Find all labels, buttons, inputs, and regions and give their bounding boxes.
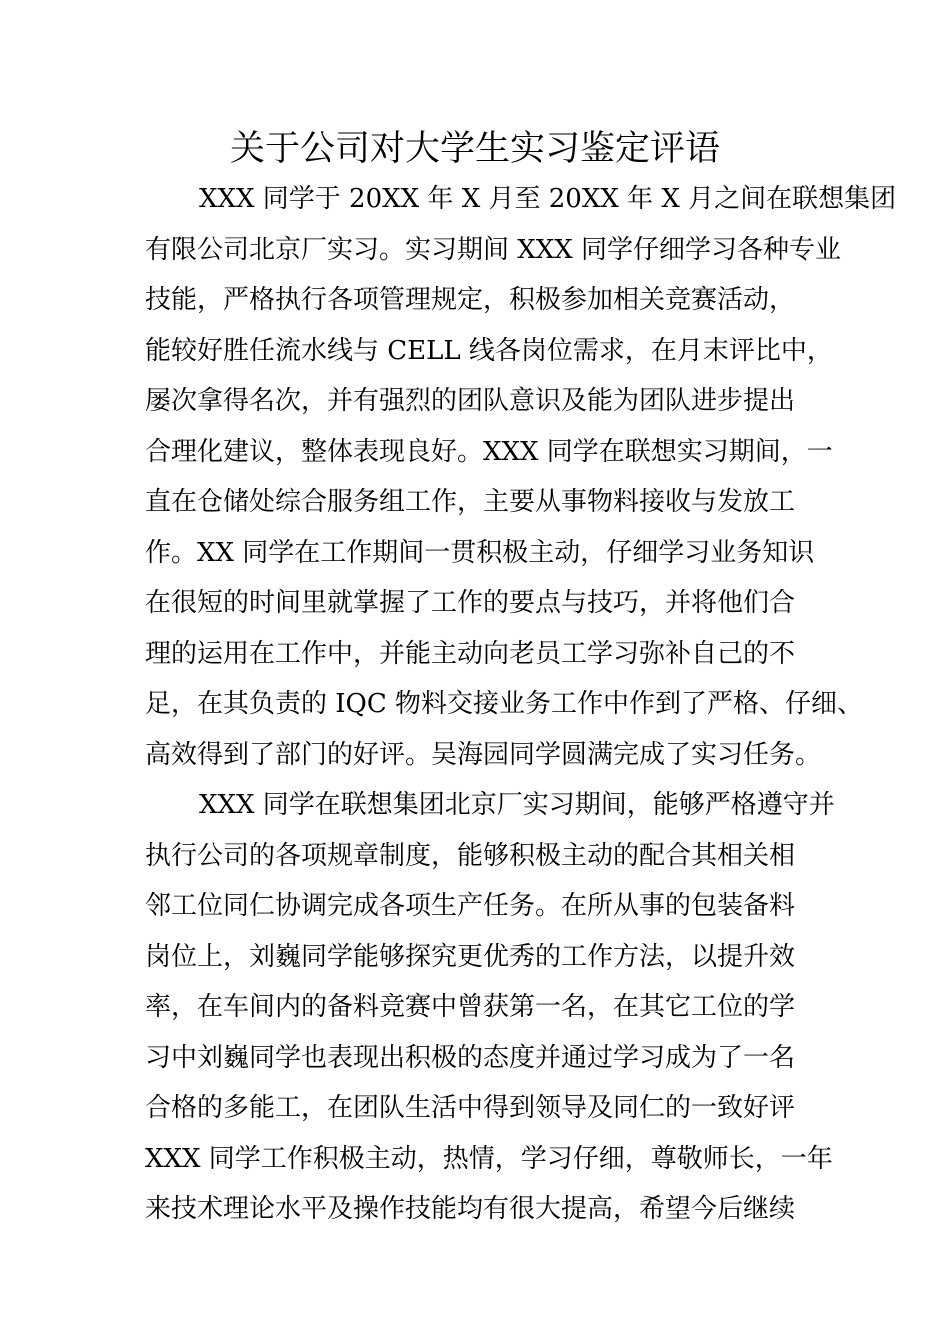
document-title: 关于公司对大学生实习鉴定评语 [229, 129, 720, 169]
paragraph-1 [145, 174, 897, 780]
text-line: 技能，严格执行各项管理规定，积极参加相关竞赛活动， [145, 285, 796, 315]
text-line: 屡次拿得名次，并有强烈的团队意识及能为团队进步提出 [145, 386, 796, 416]
text-line: 理的运用在工作中，并能主动向老员工学习弥补自己的不 [145, 638, 796, 669]
text-line: 足，在其负责的 IQC 物料交接业务工作中作到了严格、仔细、 [145, 689, 864, 719]
text-line: 在很短的时间里就掌握了工作的要点与技巧，并将他们合 [145, 588, 796, 618]
text-line: 有限公司北京厂实习。实习期间 XXX 同学仔细学习各种专业 [145, 234, 842, 265]
document-body [145, 174, 897, 1235]
text-line: 岗位上，刘巍同学能够探究更优秀的工作方法，以提升效 [145, 941, 796, 972]
paragraph-2 [145, 780, 835, 1235]
text-line: 率，在车间内的备料竞赛中曾获第一名，在其它工位的学 [145, 992, 796, 1022]
text-line: XXX 同学在联想集团北京厂实习期间，能够严格遵守并 [199, 790, 835, 820]
text-line: 习中刘巍同学也表现出积极的态度并通过学习成为了一名 [145, 1042, 796, 1073]
text-line: 来技术理论水平及操作技能均有很大提高，希望今后继续 [145, 1194, 796, 1224]
text-line: 邻工位同仁协调完成各项生产任务。在所从事的包装备料 [145, 891, 796, 921]
text-line: XXX 同学工作积极主动，热情，学习仔细，尊敬师长，一年 [145, 1143, 833, 1174]
text-line: XXX 同学于 20XX 年 X 月至 20XX 年 X 月之间在联想集团 [199, 184, 897, 214]
text-line: 合格的多能工，在团队生活中得到领导及同仁的一致好评 [145, 1093, 796, 1123]
text-line: 高效得到了部门的好评。吴海园同学圆满完成了实习任务。 [145, 739, 822, 770]
text-line: 作。XX 同学在工作期间一贯积极主动，仔细学习业务知识 [145, 537, 815, 568]
text-line: 直在仓储处综合服务组工作，主要从事物料接收与发放工 [145, 487, 796, 517]
text-line: 能较好胜任流水线与 CELL 线各岗位需求，在月末评比中， [145, 335, 833, 366]
text-line: 执行公司的各项规章制度，能够积极主动的配合其相关相 [145, 840, 796, 871]
text-line: 合理化建议，整体表现良好。XXX 同学在联想实习期间，一 [145, 436, 833, 467]
